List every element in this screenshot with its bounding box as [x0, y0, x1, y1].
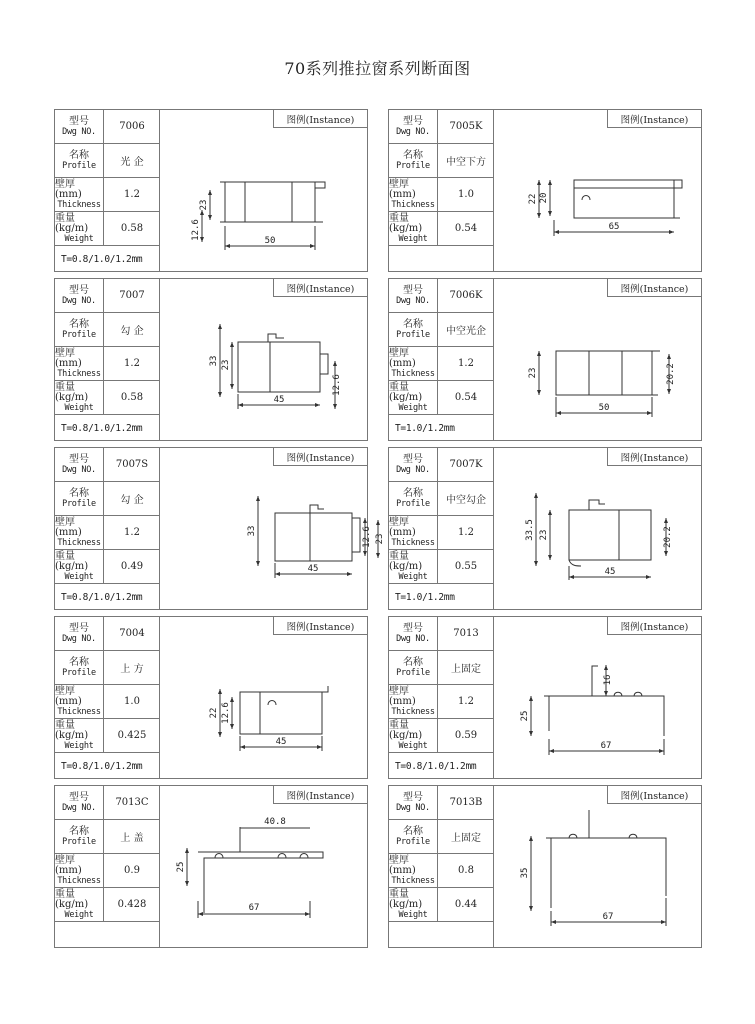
- profile-drawing: [494, 110, 703, 273]
- weight-value: 0.54: [454, 223, 478, 234]
- weight-label-en: Weight: [398, 909, 428, 920]
- dwg-label-cn: 型号: [403, 115, 423, 127]
- weight-label-cn: 重量 (kg/m): [55, 381, 89, 403]
- weight-row: [389, 719, 494, 753]
- thickness-label-cn: 壁厚 (mm): [55, 178, 82, 200]
- weight-label-cn: 重量 (kg/m): [389, 888, 423, 910]
- thickness-note: T=1.0/1.2mm: [395, 422, 455, 434]
- profile-label-cn: 名称: [69, 149, 89, 161]
- profile-row: [55, 482, 160, 516]
- thickness-label-en: Thickness: [57, 875, 101, 886]
- thickness-row: [55, 516, 160, 550]
- dwg-row: [55, 617, 160, 651]
- profile-label-en: Profile: [62, 498, 96, 509]
- profile-row: [55, 144, 160, 178]
- dimension-label: 67: [248, 903, 260, 913]
- thickness-value: 0.9: [124, 865, 140, 876]
- dwg-row: [55, 279, 160, 313]
- profile-row: [55, 313, 160, 347]
- profile-row: [389, 144, 494, 178]
- dwg-value: 7013C: [115, 797, 149, 808]
- weight-label-en: Weight: [64, 233, 94, 244]
- instance-label: 图例(Instance): [273, 786, 367, 804]
- weight-row: [389, 888, 494, 922]
- weight-row: [55, 550, 160, 584]
- weight-label-en: Weight: [64, 740, 94, 751]
- dwg-label-en: Dwg NO.: [62, 633, 96, 644]
- thickness-value: 1.0: [458, 189, 474, 200]
- spec-table: [55, 786, 160, 947]
- dwg-value: 7006: [119, 121, 145, 132]
- dwg-label-cn: 型号: [403, 791, 423, 803]
- instance-label: 图例(Instance): [607, 617, 701, 635]
- dwg-label-en: Dwg NO.: [396, 802, 430, 813]
- profile-drawing: [160, 448, 385, 611]
- profile-drawing: [160, 617, 369, 780]
- profile-label-cn: 名称: [403, 656, 423, 668]
- instance-label: 图例(Instance): [607, 110, 701, 128]
- weight-label-en: Weight: [398, 402, 428, 413]
- weight-label-cn: 重量 (kg/m): [55, 212, 89, 234]
- thickness-label-cn: 壁厚 (mm): [389, 685, 416, 707]
- weight-value: 0.428: [117, 899, 147, 910]
- instance-label: 图例(Instance): [273, 448, 367, 466]
- profile-label-cn: 名称: [403, 487, 423, 499]
- thickness-label-cn: 壁厚 (mm): [55, 685, 82, 707]
- weight-label-en: Weight: [398, 740, 428, 751]
- thickness-label-cn: 壁厚 (mm): [55, 854, 82, 876]
- dwg-label-en: Dwg NO.: [62, 295, 96, 306]
- spec-table: [389, 617, 494, 778]
- thickness-note: T=1.0/1.2mm: [395, 591, 455, 603]
- profile-drawing: [160, 279, 369, 442]
- profile-drawing: [160, 110, 369, 273]
- thickness-value: 1.2: [124, 527, 140, 538]
- profile-label-en: Profile: [62, 160, 96, 171]
- dwg-row: [389, 279, 494, 313]
- weight-value: 0.58: [120, 223, 144, 234]
- profile-card-7013: [388, 616, 702, 779]
- profile-drawing: [494, 786, 703, 949]
- thickness-label-cn: 壁厚 (mm): [389, 854, 416, 876]
- dwg-label-en: Dwg NO.: [62, 126, 96, 137]
- dimension-label: 22: [209, 707, 219, 719]
- profile-row: [389, 820, 494, 854]
- profile-label-cn: 名称: [403, 825, 423, 837]
- dwg-value: 7005K: [449, 121, 483, 132]
- weight-row: [55, 719, 160, 753]
- thickness-row: [389, 854, 494, 888]
- thickness-note: T=0.8/1.0/1.2mm: [395, 760, 477, 772]
- profile-row: [389, 313, 494, 347]
- dimension-label: 16: [603, 674, 613, 686]
- weight-label-cn: 重量 (kg/m): [389, 381, 423, 403]
- profile-label-cn: 名称: [403, 149, 423, 161]
- instance-label: 图例(Instance): [607, 786, 701, 804]
- dwg-row: [55, 786, 160, 820]
- thickness-label-cn: 壁厚 (mm): [55, 516, 82, 538]
- dimension-label: 23: [221, 359, 231, 371]
- spec-table: [55, 110, 160, 271]
- profile-label-en: Profile: [396, 160, 430, 171]
- profile-drawing: [160, 786, 369, 949]
- thickness-note: T=0.8/1.0/1.2mm: [61, 422, 143, 434]
- profile-label-cn: 名称: [69, 487, 89, 499]
- thickness-row: [389, 685, 494, 719]
- dwg-label-cn: 型号: [403, 453, 423, 465]
- instance-label: 图例(Instance): [607, 448, 701, 466]
- weight-value: 0.44: [454, 899, 478, 910]
- dwg-label-cn: 型号: [69, 284, 89, 296]
- dimension-label: 65: [608, 222, 620, 232]
- profile-value: 上 方: [120, 664, 144, 675]
- dimension-label: 25: [176, 861, 186, 873]
- thickness-row: [389, 516, 494, 550]
- dwg-value: 7006K: [449, 290, 483, 301]
- thickness-label-cn: 壁厚 (mm): [389, 516, 416, 538]
- dwg-row: [389, 786, 494, 820]
- dimension-label: 23: [199, 199, 209, 211]
- thickness-label-en: Thickness: [57, 537, 101, 548]
- profile-card-7005K: [388, 109, 702, 272]
- profile-label-cn: 名称: [69, 656, 89, 668]
- thickness-value: 1.2: [458, 696, 474, 707]
- instance-label: 图例(Instance): [273, 110, 367, 128]
- thickness-value: 1.2: [458, 527, 474, 538]
- weight-label-cn: 重量 (kg/m): [389, 212, 423, 234]
- weight-value: 0.55: [454, 561, 478, 572]
- profile-drawing: [494, 617, 703, 780]
- dimension-label: 50: [598, 403, 610, 413]
- spec-table: [389, 110, 494, 271]
- dwg-value: 7004: [119, 628, 145, 639]
- dwg-label-en: Dwg NO.: [396, 295, 430, 306]
- weight-value: 0.425: [117, 730, 147, 741]
- spec-table: [55, 617, 160, 778]
- dimension-label: 23: [539, 529, 549, 541]
- profile-card-7013C: [54, 785, 368, 948]
- profile-value: 上 盖: [120, 833, 144, 844]
- profile-value: 上固定: [451, 833, 481, 844]
- spec-table: [389, 279, 494, 440]
- weight-label-cn: 重量 (kg/m): [389, 550, 423, 572]
- profile-card-7007S: [54, 447, 385, 610]
- dwg-label-cn: 型号: [69, 791, 89, 803]
- profile-label-en: Profile: [62, 667, 96, 678]
- profile-label-en: Profile: [396, 667, 430, 678]
- thickness-value: 1.2: [124, 189, 140, 200]
- weight-label-cn: 重量 (kg/m): [389, 719, 423, 741]
- thickness-value: 1.2: [124, 358, 140, 369]
- thickness-note: T=0.8/1.0/1.2mm: [61, 253, 143, 265]
- dimension-label: 45: [307, 564, 319, 574]
- profile-card-7004: [54, 616, 368, 779]
- dimension-label: 33.5: [525, 519, 535, 541]
- dwg-row: [389, 448, 494, 482]
- dwg-label-cn: 型号: [403, 622, 423, 634]
- dwg-row: [389, 110, 494, 144]
- profile-label-en: Profile: [62, 329, 96, 340]
- dwg-label-en: Dwg NO.: [396, 464, 430, 475]
- dwg-label-en: Dwg NO.: [396, 633, 430, 644]
- dimension-label: 20.2: [666, 363, 676, 385]
- dwg-label-en: Dwg NO.: [62, 802, 96, 813]
- profile-card-7007K: [388, 447, 702, 610]
- thickness-value: 1.2: [458, 358, 474, 369]
- profile-card-7013B: [388, 785, 702, 948]
- dimension-label: 33: [209, 355, 219, 367]
- spec-table: [55, 279, 160, 440]
- dwg-row: [389, 617, 494, 651]
- thickness-label-en: Thickness: [57, 199, 101, 210]
- weight-label-cn: 重量 (kg/m): [55, 719, 89, 741]
- weight-label-en: Weight: [398, 571, 428, 582]
- weight-value: 0.58: [120, 392, 144, 403]
- thickness-row: [55, 685, 160, 719]
- profile-value: 勾 企: [120, 326, 144, 337]
- thickness-label-cn: 壁厚 (mm): [55, 347, 82, 369]
- dimension-label: 12.6: [191, 219, 201, 241]
- thickness-label-en: Thickness: [391, 368, 435, 379]
- dimension-label: 45: [273, 395, 285, 405]
- weight-value: 0.54: [454, 392, 478, 403]
- dwg-value: 7007: [119, 290, 145, 301]
- profile-label-cn: 名称: [69, 825, 89, 837]
- weight-label-en: Weight: [398, 233, 428, 244]
- thickness-row: [389, 347, 494, 381]
- weight-label-cn: 重量 (kg/m): [55, 550, 89, 572]
- thickness-row: [389, 178, 494, 212]
- weight-label-cn: 重量 (kg/m): [55, 888, 89, 910]
- profile-drawing: [494, 279, 703, 442]
- dwg-value: 7013B: [449, 797, 483, 808]
- dimension-label: 67: [600, 741, 612, 751]
- instance-label: 图例(Instance): [273, 617, 367, 635]
- spec-table: [55, 448, 160, 609]
- profile-value: 中空光企: [446, 326, 486, 337]
- thickness-note: T=0.8/1.0/1.2mm: [61, 591, 143, 603]
- thickness-note: T=0.8/1.0/1.2mm: [61, 760, 143, 772]
- dimension-label: 40.8: [264, 817, 286, 827]
- profile-value: 上固定: [451, 664, 481, 675]
- profile-card-7007: [54, 278, 368, 441]
- weight-label-en: Weight: [64, 909, 94, 920]
- dwg-value: 7013: [453, 628, 479, 639]
- dimension-label: 12.6: [332, 374, 342, 396]
- dwg-value: 7007K: [449, 459, 483, 470]
- weight-row: [389, 381, 494, 415]
- profile-value: 勾 企: [120, 495, 144, 506]
- dimension-label: 67: [602, 912, 614, 922]
- dimension-label: 23: [375, 533, 385, 545]
- dwg-row: [55, 110, 160, 144]
- thickness-note: [55, 922, 160, 948]
- profile-card-7006: [54, 109, 368, 272]
- profile-value: 中空勾企: [446, 495, 486, 506]
- thickness-label-en: Thickness: [391, 537, 435, 548]
- thickness-row: [55, 854, 160, 888]
- dimension-label: 45: [604, 567, 616, 577]
- thickness-label-cn: 壁厚 (mm): [389, 347, 416, 369]
- weight-label-en: Weight: [64, 571, 94, 582]
- dwg-label-en: Dwg NO.: [62, 464, 96, 475]
- dimension-label: 45: [275, 737, 287, 747]
- dimension-label: 20.2: [663, 526, 673, 548]
- weight-row: [389, 212, 494, 246]
- profile-label-cn: 名称: [403, 318, 423, 330]
- dimension-label: 50: [264, 236, 276, 246]
- dwg-label-cn: 型号: [69, 622, 89, 634]
- profile-label-en: Profile: [396, 836, 430, 847]
- profile-value: 中空下方: [446, 157, 486, 168]
- dimension-label: 12.6: [362, 526, 372, 548]
- profile-row: [389, 651, 494, 685]
- dimension-label: 22: [528, 193, 538, 205]
- thickness-value: 0.8: [458, 865, 474, 876]
- thickness-label-en: Thickness: [57, 706, 101, 717]
- profile-label-en: Profile: [62, 836, 96, 847]
- spec-table: [389, 786, 494, 947]
- dimension-label: 20: [539, 192, 549, 204]
- dimension-label: 33: [247, 525, 257, 537]
- thickness-label-en: Thickness: [391, 875, 435, 886]
- profile-row: [389, 482, 494, 516]
- thickness-label-en: Thickness: [391, 199, 435, 210]
- profile-drawing: [494, 448, 703, 611]
- profile-label-cn: 名称: [69, 318, 89, 330]
- thickness-value: 1.0: [124, 696, 140, 707]
- thickness-label-en: Thickness: [57, 368, 101, 379]
- profile-value: 光 企: [120, 157, 144, 168]
- page-title: 70系列推拉窗系列断面图: [284, 59, 471, 78]
- dimension-label: 12.6: [221, 702, 231, 724]
- thickness-label-en: Thickness: [391, 706, 435, 717]
- weight-row: [55, 888, 160, 922]
- profile-card-7006K: [388, 278, 702, 441]
- instance-label: 图例(Instance): [273, 279, 367, 297]
- dimension-label: 25: [520, 710, 530, 722]
- thickness-row: [55, 178, 160, 212]
- dimension-label: 23: [528, 367, 538, 379]
- weight-row: [55, 212, 160, 246]
- thickness-row: [55, 347, 160, 381]
- dwg-label-cn: 型号: [69, 453, 89, 465]
- profile-label-en: Profile: [396, 329, 430, 340]
- dwg-row: [55, 448, 160, 482]
- dimension-label: 35: [520, 867, 530, 879]
- thickness-note: [389, 246, 494, 272]
- weight-value: 0.49: [120, 561, 144, 572]
- instance-label: 图例(Instance): [607, 279, 701, 297]
- weight-value: 0.59: [454, 730, 478, 741]
- profile-row: [55, 651, 160, 685]
- dwg-value: 7007S: [115, 459, 149, 470]
- weight-row: [389, 550, 494, 584]
- thickness-note: [389, 922, 494, 948]
- dwg-label-cn: 型号: [403, 284, 423, 296]
- dwg-label-cn: 型号: [69, 115, 89, 127]
- profile-label-en: Profile: [396, 498, 430, 509]
- profile-row: [55, 820, 160, 854]
- dwg-label-en: Dwg NO.: [396, 126, 430, 137]
- thickness-label-cn: 壁厚 (mm): [389, 178, 416, 200]
- spec-table: [389, 448, 494, 609]
- weight-label-en: Weight: [64, 402, 94, 413]
- weight-row: [55, 381, 160, 415]
